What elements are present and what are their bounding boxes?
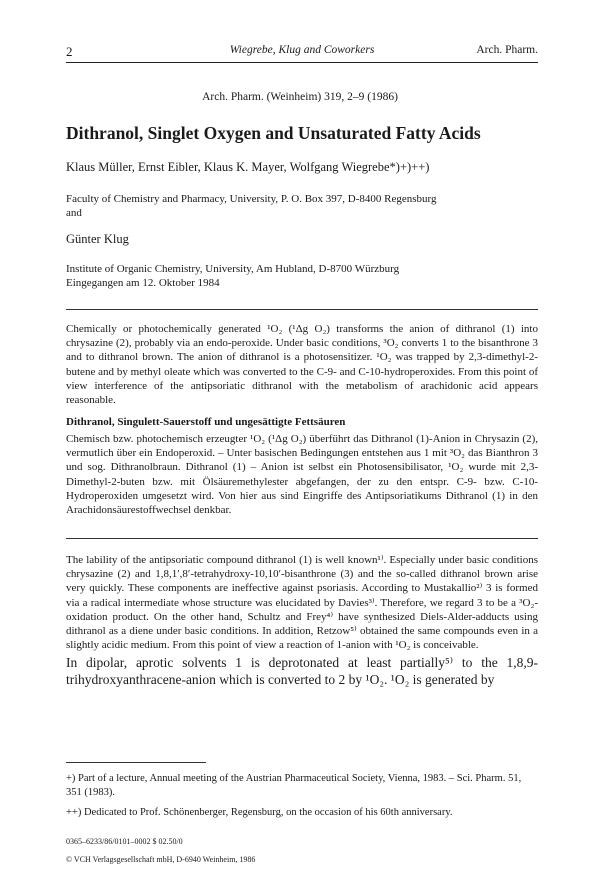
abstract-top-rule (66, 309, 538, 310)
footnote-2: ++) Dedicated to Prof. Schönenberger, Regensburg, on the occasion of his 60th anniversary. (66, 807, 453, 818)
abstract-en-text: Chemically or photochemically generated ¹O₂ (¹Δg O₂) transforms the anion of dithranol (1) into chrysazine (2), probably via an endo-peroxide. Under basic conditions, ³O₂ converts 1 to the bisanthrone 3 and to dithranol brown. The anion of dithranol is a photosensitizer. ¹O₂ was trapped by 2,3-dimethyl-2-butene and by methyl oleate which was converted to the C-9- and C-10-hydroperoxides. From this point of view interference of the antipsoriatic dithranol with the metabolism of arachidonic acid appears reasonable. (66, 323, 538, 407)
affiliation-1: Faculty of Chemistry and Pharmacy, University, P. O. Box 397, D-8400 Regensburg (66, 193, 437, 205)
journal-citation: Arch. Pharm. (Weinheim) 319, 2–9 (1986) (202, 91, 398, 103)
affiliation-and: and (66, 207, 82, 219)
article-title: Dithranol, Singlet Oxygen and Unsaturated Fatty Acids (66, 123, 481, 143)
issn-line: 0365–6233/86/0101–0002 $ 02.50/0 (66, 837, 183, 846)
english-abstract (66, 322, 538, 407)
german-abstract (66, 432, 538, 517)
footnotes (66, 772, 538, 826)
running-header-journal: Arch. Pharm. (476, 44, 538, 56)
affiliation-block-2 (66, 262, 546, 290)
german-title: Dithranol, Singulett-Sauerstoff und ungesättigte Fettsäuren (66, 416, 346, 428)
second-author: Günter Klug (66, 232, 129, 246)
footnote-rule (66, 762, 206, 763)
running-header (66, 42, 538, 63)
author-list: Klaus Müller, Ernst Eibler, Klaus K. Mayer, Wolfgang Wiegrebe*)+)++) (66, 160, 430, 174)
copyright-line: © VCH Verlagsgesellschaft mbH, D-6940 Weinheim, 1986 (66, 855, 256, 864)
footnote-1: +) Part of a lecture, Annual meeting of the Austrian Pharmaceutical Society, Vienna, 1983. – Sci. Pharm. 51, 351 (1983). (66, 773, 522, 798)
page-number: 2 (66, 44, 73, 59)
received-date: Eingegangen am 12. Oktober 1984 (66, 277, 220, 289)
body-paragraph-1: The lability of the antipsoriatic compound dithranol (1) is well known¹⁾. Especially under basic conditions chrysazine (2) and 1,8,1′,8′-tetrahydroxy-10,10′-bisanthrone (3) and the so-called dithranol brown arise very quickly. These components are ineffective against psoriasis. According to Mustakallio²⁾ 3 is formed via a radical intermediate whose structure was elucidated by Davies³⁾. Therefore, we regard 3 to be a ³O₂-oxidation product. On the other hand, Schultz and Frey⁴⁾ have synthesized Diels-Alder-adducts using dithranol as a diene under basic conditions. In addition, Retzow⁵⁾ obtained the same compounds even in a slightly acidic medium. From this point of view a reaction of 1-anion with ¹O₂ is conceivable. (66, 554, 538, 652)
affiliation-2: Institute of Organic Chemistry, University, Am Hubland, D-8700 Würzburg (66, 263, 400, 275)
abstract-de-text: Chemisch bzw. photochemisch erzeugter ¹O₂ (¹Δg O₂) überführt das Dithranol (1)-Anion in Chrysazin (2), vermutlich über ein Endoperoxid. – Unter basischen Bedingungen entstehen aus 1 mit ³O₂ das Bianthron 3 und sog. Dithranolbraun. Dithranol (1) – Anion ist selbst ein Photosensibilisator, ¹O₂ wurde mit 2,3-Dimethyl-2-buten bzw. mit Ölsäuremethylester abgefangen, der zu den entspr. C-9- bzw. C-10-Hydroperoxiden umgesetzt wird. Von hier aus sind Eingriffe des Antipsoriatikums Dithranol (1) in den Arachidonsäurestoffwechsel denkbar. (66, 433, 538, 517)
imprint (66, 836, 538, 872)
running-header-authors: Wiegrebe, Klug and Coworkers (229, 44, 375, 56)
affiliation-block-1 (66, 192, 546, 220)
abstract-bottom-rule (66, 538, 538, 539)
body-paragraph-2: In dipolar, aprotic solvents 1 is deprotonated at least partially⁵⁾ to the 1,8,9-trihydroxyanthracene-anion which is converted to 2 by ¹O₂. ¹O₂ is generated by (66, 655, 538, 688)
article-body (66, 553, 538, 688)
